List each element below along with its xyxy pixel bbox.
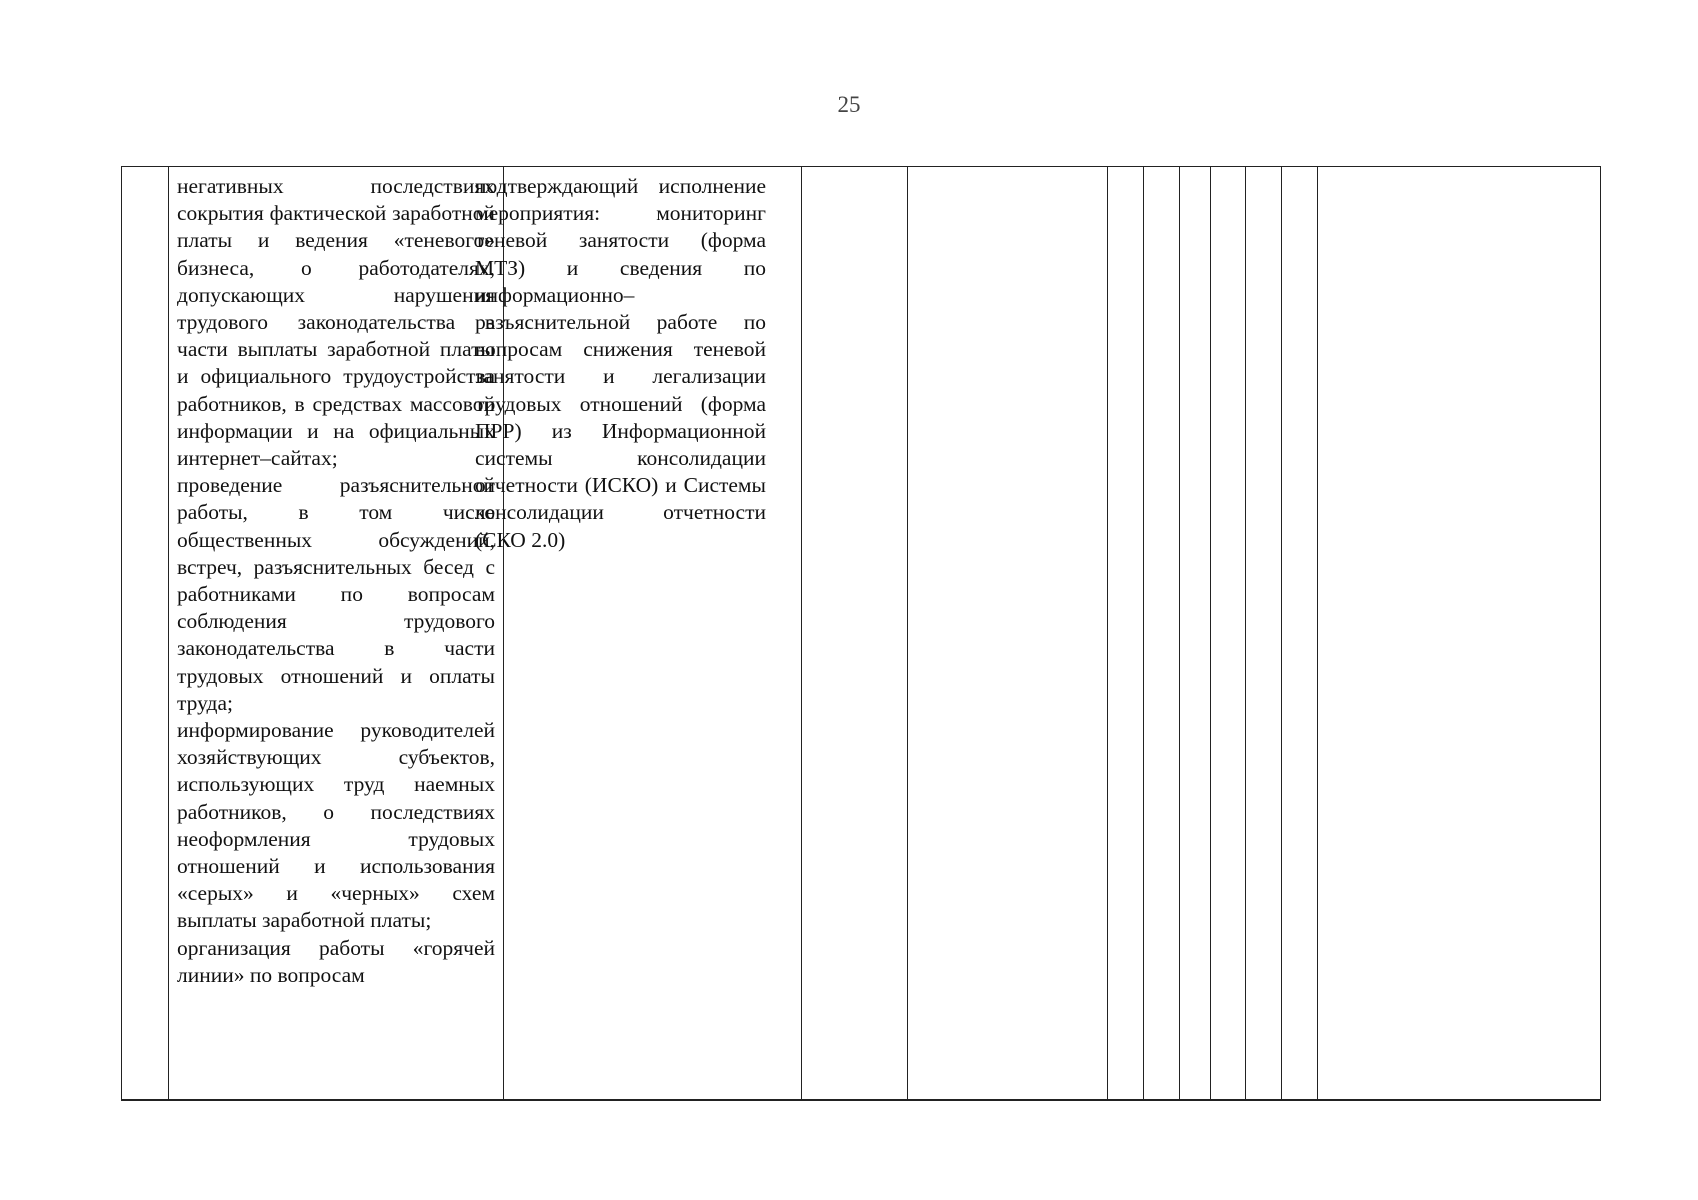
measure-paragraph: организация работы «горячей линии» по вопросам xyxy=(177,935,495,987)
measures-cell xyxy=(177,173,495,989)
measures-table xyxy=(121,166,1601,1101)
measure-paragraph: негативных последствиях сокрытия фактической заработной платы и ведения «теневого» бизнеса, о работодателях, допускающих нарушения трудового законодательства в части выплаты заработной платы и официального трудоустройства работников, в средствах массовой информации и на официальных интернет–сайтах; xyxy=(177,174,495,471)
column-border xyxy=(1107,167,1108,1099)
column-border xyxy=(1281,167,1282,1099)
indicator-paragraph: подтверждающий исполнение мероприятия: мониторинг теневой занятости (форма МТЗ) и сведения по информационно–разъяснительной работе по вопросам снижения теневой занятости и легализации трудовых отношений (форма ПРР) из Информационной системы консолидации отчетности (ИСКО) и Системы консолидации отчетности (СКО 2.0) xyxy=(475,174,766,552)
column-border xyxy=(1317,167,1318,1099)
column-border xyxy=(1179,167,1180,1099)
indicator-cell xyxy=(475,173,766,554)
column-border xyxy=(907,167,908,1099)
column-border xyxy=(801,167,802,1099)
column-border xyxy=(1143,167,1144,1099)
column-border xyxy=(1245,167,1246,1099)
column-border xyxy=(1210,167,1211,1099)
column-border xyxy=(168,167,169,1099)
page-number: 25 xyxy=(837,92,861,117)
column-border xyxy=(121,167,122,1099)
measure-paragraph: проведение разъяснительной работы, в том числе общественных обсуждений, встреч, разъяснительных бесед с работниками по вопросам соблюдения трудового законодательства в части трудовых отношений и оплаты труда; xyxy=(177,473,495,715)
measure-paragraph: информирование руководителей хозяйствующих субъектов, использующих труд наемных работников, о последствиях неоформления трудовых отношений и использования «серых» и «черных» схем выплаты заработной платы; xyxy=(177,718,495,933)
